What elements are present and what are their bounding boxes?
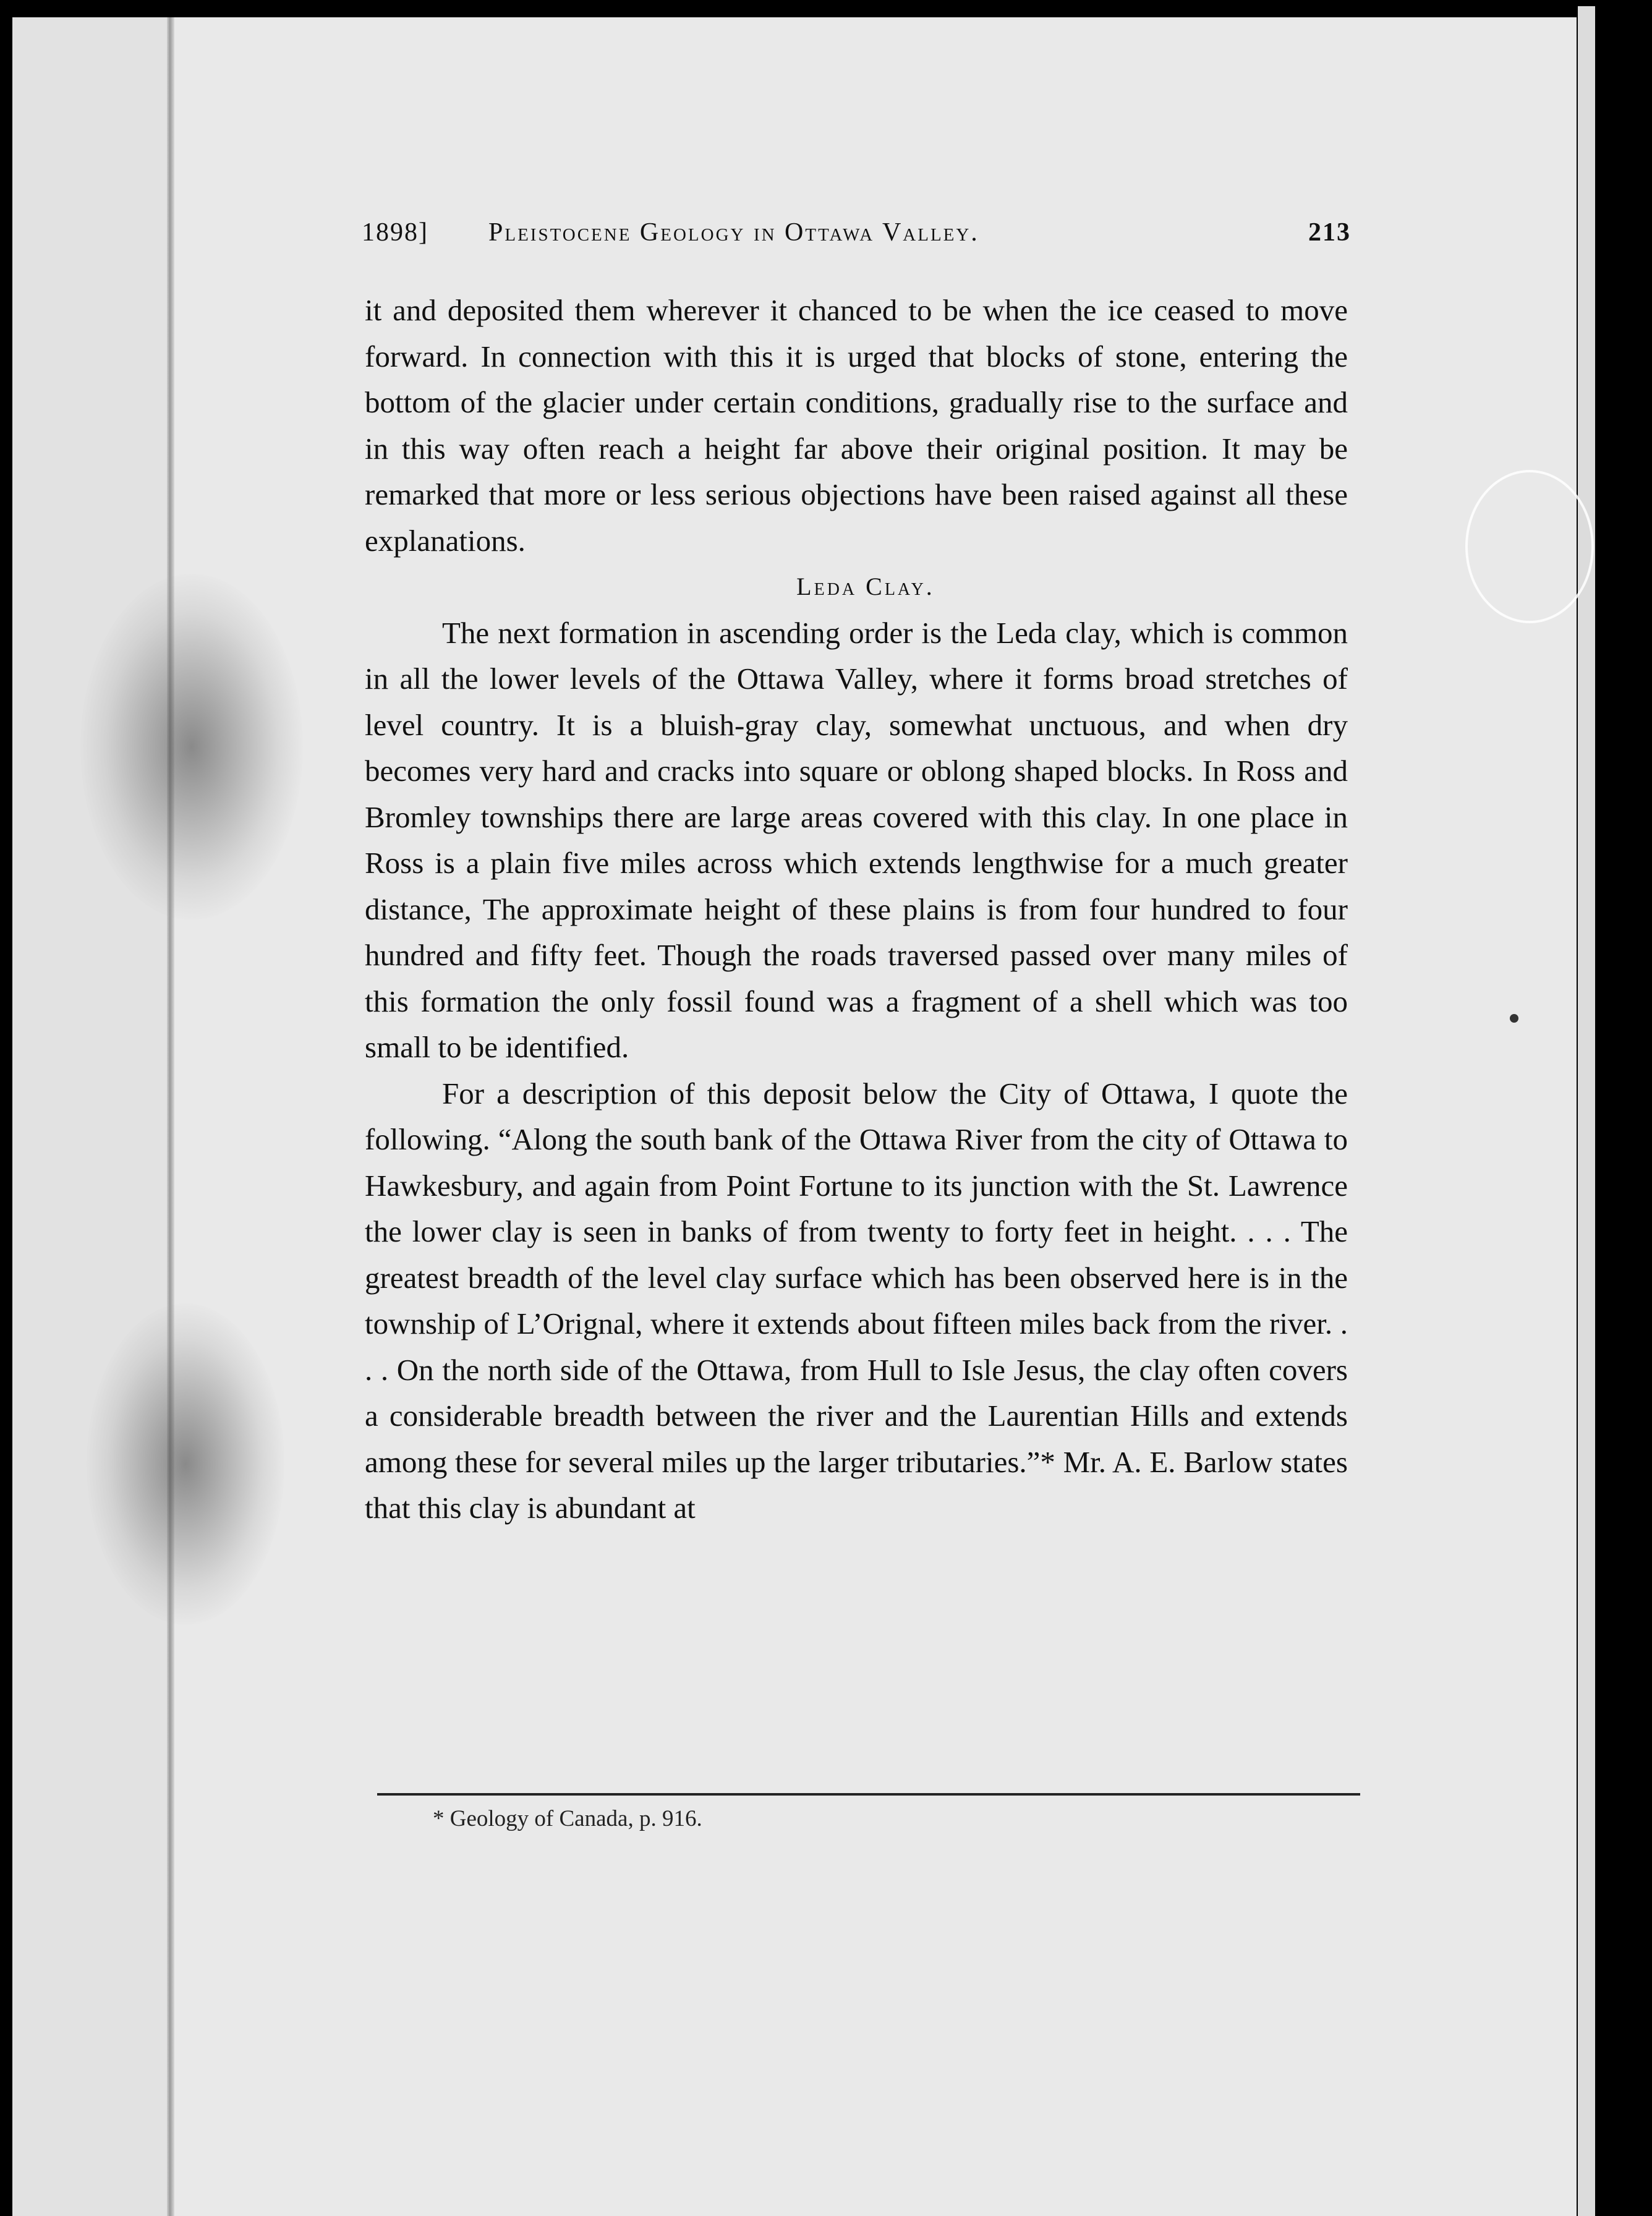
running-head xyxy=(362,218,1351,267)
section-heading: Leda Clay. xyxy=(796,573,935,600)
ink-smudge xyxy=(80,574,303,920)
page-margin-strip xyxy=(12,17,167,2216)
body-text xyxy=(365,288,1348,1532)
running-head-year: 1898] xyxy=(362,218,428,247)
paragraph: For a description of this deposit below the City of Ottawa, I quote the following. “Along the south bank of the Ottawa River from the city of Ottawa to Hawkesbury, and again from Point Fortune to its junction with the St. Lawrence the lower clay is seen in banks of from twenty to forty feet in height. . . . The greatest breadth of the level clay surface which has been observed here is in the township of L’Orignal, where it extends about fifteen miles back from the river. . . . On the north side of the Ottawa, from Hull to Isle Jesus, the clay often covers a considerable breadth between the river and the Laurentian Hills and extends among these for several miles up the larger tributaries.”* Mr. A. E. Barlow states that this clay is abundant at xyxy=(365,1076,1348,1525)
page-fold xyxy=(167,17,174,2216)
footnote-rule xyxy=(377,1793,1360,1796)
ink-smudge xyxy=(87,1303,284,1625)
page-number: 213 xyxy=(1308,218,1351,247)
running-head-title: Pleistocene Geology in Ottawa Valley. xyxy=(488,218,979,247)
pencil-mark xyxy=(1465,470,1594,623)
next-page-edge xyxy=(1578,6,1595,2216)
paragraph: it and deposited them wherever it chanced to be when the ice ceased to move forward. In connection with this it is urged that blocks of stone, entering the bottom of the glacier under certain conditions, gradually rise to the surface and in this way often reach a height far above their original position. It may be remarked that more or less serious objections have been raised against all these explanations. xyxy=(365,293,1348,558)
footnote: * Geology of Canada, p. 916. xyxy=(433,1806,702,1831)
ink-dot xyxy=(1510,1014,1518,1023)
paragraph: The next formation in ascending order is the Leda clay, which is common in all the lower levels of the Ottawa Valley, where it forms broad stretches of level country. It is a bluish-gray clay, somewhat unctuous, and when dry becomes very hard and cracks into square or oblong shaped blocks. In Ross and Bromley townships there are large areas covered with this clay. In one place in Ross is a plain five miles across which extends lengthwise for a much greater distance, The approximate height of these plains is from four hundred to four hundred and fifty feet. Though the roads traversed passed over many miles of this formation the only fossil found was a fragment of a shell which was too small to be identified. xyxy=(365,615,1348,1064)
